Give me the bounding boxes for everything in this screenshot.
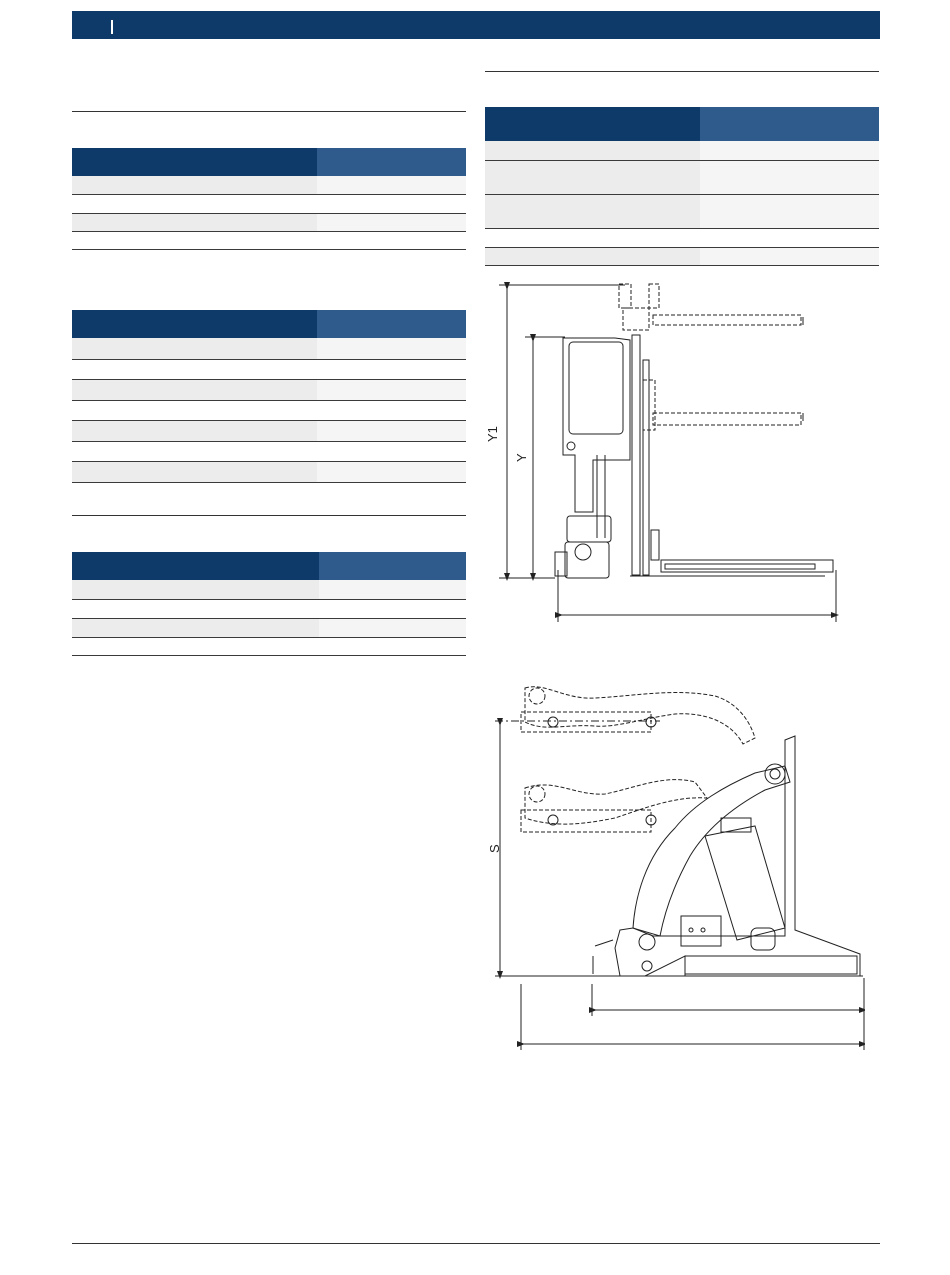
table-row	[72, 580, 466, 599]
table-row	[72, 379, 466, 400]
table-row	[72, 599, 466, 618]
table-row	[485, 194, 879, 228]
table-row	[72, 176, 466, 194]
table-row	[72, 618, 466, 637]
table-row	[485, 141, 879, 160]
table-row	[485, 247, 879, 265]
table-row	[485, 160, 879, 194]
table-row	[72, 400, 466, 420]
dim-label-s: S	[487, 844, 502, 853]
section-rule-2	[72, 515, 466, 516]
table-row	[485, 228, 879, 247]
table-row	[72, 420, 466, 441]
spec-table-2	[72, 310, 466, 483]
table-row	[72, 194, 466, 213]
page-header-bar	[72, 11, 880, 39]
lift-side-view-drawing	[485, 280, 845, 630]
section-rule-1	[72, 111, 466, 112]
spec-table-3	[72, 552, 466, 656]
table-row	[72, 338, 466, 359]
table-header-row	[72, 310, 466, 338]
section-rule-3	[485, 71, 879, 72]
table-header-row	[72, 552, 466, 580]
table-row	[72, 213, 466, 231]
table-header-row	[72, 148, 466, 176]
spec-table-1	[72, 148, 466, 250]
dim-label-y: Y	[514, 453, 529, 462]
dim-label-y1: Y1	[485, 426, 500, 442]
spec-table-4	[485, 107, 879, 266]
table-row	[72, 231, 466, 249]
table-row	[72, 441, 466, 461]
footer-rule	[72, 1243, 880, 1244]
scissor-lift-drawing	[485, 678, 865, 1058]
table-header-row	[485, 107, 879, 141]
table-row	[72, 359, 466, 379]
table-row	[72, 637, 466, 655]
table-row	[72, 461, 466, 482]
header-divider-mark	[111, 20, 113, 34]
